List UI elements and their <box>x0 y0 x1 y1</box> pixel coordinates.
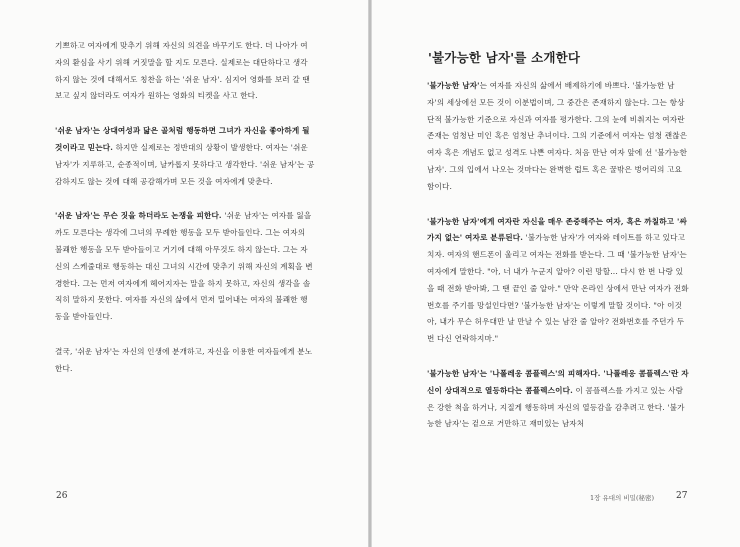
section-heading: '불가능한 남자'를 소개한다 <box>428 50 581 65</box>
left-page <box>0 0 369 547</box>
paragraph-text: 하지만 실제로는 정반대의 상황이 발생한다. 여자는 '쉬운 남자'가 지루하고, 순종적이며, 날카롭지 못하다고 생각한다. '쉬운 남자'는 공감하지도 않는 것에 대해 공감해가며 모든 것을 여자에게 맞춘다. <box>55 142 315 186</box>
paragraph-text: 이 콤플렉스를 가지고 있는 사람은 강한 척을 하거나, 지질게 행동하며 자신의 열등감을 감추려고 한다. '불가능한 남자'는 겉으로 거만하고 재미있는 남자처 <box>427 385 685 429</box>
paragraph-lead: '불가능한 남자'에게 여자란 자신을 매우 존중해주는 여자, 혹은 까칠하고 '싸가지 없는' 여자로 분류된다. <box>427 216 687 243</box>
paragraph-lead: '불가능한 남자'는 '나폴레옹 콤플렉스'의 피해자다. '나폴레옹 콤플렉스'란 자신이 상대적으로 열등하다는 콤플렉스이다. <box>427 368 689 395</box>
right-paragraph-3 <box>427 366 689 433</box>
paragraph-lead: '쉬운 남자'는 무슨 짓을 하더라도 논쟁을 피한다. <box>55 211 222 221</box>
running-head: 1장 유대의 비밀(秘密) <box>590 494 655 502</box>
paragraph-text: 는 여자를 자신의 삶에서 배제하기에 바쁘다. '불가능한 남자'의 세상에선 모든 것이 이분법이며, 그 중간은 존재하지 않는다. 그는 항상 단적 불가능한 기준으로 자신과 여자를 평가한다. 그의 눈에 비춰지는 여자란 존재는 엄청난 미인 혹은 엄청난 추녀이다. 그의 기준에서 여자는 엄청 괜찮은 여자 혹은 개념도 없고 성격도 나쁜 여자다. 처음 만난 여자 앞에 선 '불가능한 남자'. 그의 입에서 나오는 것마다는 완벽한 럽트 혹은 꿀밖은 벙어리의 고요함이다. <box>427 81 688 191</box>
paragraph-lead: '쉬운 남자'는 상대여성과 닮은 골처럼 행동하면 그녀가 자신을 좋아하게 될 것이라고 믿는다. <box>55 126 310 152</box>
paragraph-text: '쉬운 남자'는 여자를 잃을까도 모른다는 생각에 그녀의 무례한 행동을 모두 받아들인다. 그는 여자의 불쾌한 행동을 모두 받아들이고 거기에 대해 아무것도 하지 않는다. 그는 자신의 스케줄대로 행동하는 대신 그녀의 시간에 맞추기 위해 자신의 계획을 변경한다. 그는 먼저 여자에게 헤어지자는 말을 하지 못하고, 자신의 생각을 솔직히 말하지 못한다. 여자를 자신의 삶에서 먼저 밀어내는 여자의 불쾌한 행동을 받아들인다. <box>55 211 313 322</box>
page-number-left: 26 <box>56 491 68 501</box>
right-page-body <box>427 78 689 442</box>
left-page-body <box>55 38 315 386</box>
right-paragraph-1 <box>427 78 689 196</box>
left-paragraph-1 <box>55 38 315 105</box>
paragraph-text: '불가능한 남자'가 여자와 데이트를 하고 있다고 치자. 여자의 핸드폰이 울리고 여자는 전화를 받는다. 그 때 '불가능한 남자'는 여자에게 말한다. "아, 너 내가 누군지 알아? 이런 망할... 다시 한 번 나랑 있을 때 전화 받아봐, 그 땐 끝인 줄 알아." 만약 온라인 상에서 만난 여자가 전화번호를 주기를 망설인다면? '불가능한 남자'는 이렇게 말할 것이다. "아 이것아, 내가 무슨 허우대만 날 만날 수 있는 남잔 줄 알아? 전화번호를 주던가 두 번 다신 연락하지마." <box>427 233 689 344</box>
left-paragraph-4 <box>55 344 315 378</box>
right-paragraph-2 <box>427 214 689 348</box>
paragraph-text: 기쁘하고 여자에게 맞추기 위해 자신의 의견을 바꾸기도 한다. 더 나아가 여자의 환심을 사기 위해 거짓말을 할 지도 모른다. 실제로는 대단하다고 생각하지 않는 것에 대해서도 칭찬을 하는 '쉬운 남자'. 심지어 영화를 보러 갈 땐 보고 싶지 않더라도 여자가 원하는 영화의 티켓을 사고 한다. <box>55 41 310 101</box>
left-paragraph-3 <box>55 208 315 326</box>
page-number-right: 27 <box>676 491 688 501</box>
left-paragraph-2 <box>55 123 315 190</box>
paragraph-text: 결국, '쉬운 남자'는 자신의 인생에 분개하고, 자신을 이용한 여자들에게 분노한다. <box>55 346 313 373</box>
paragraph-lead: '불가능한 남자' <box>427 81 480 90</box>
